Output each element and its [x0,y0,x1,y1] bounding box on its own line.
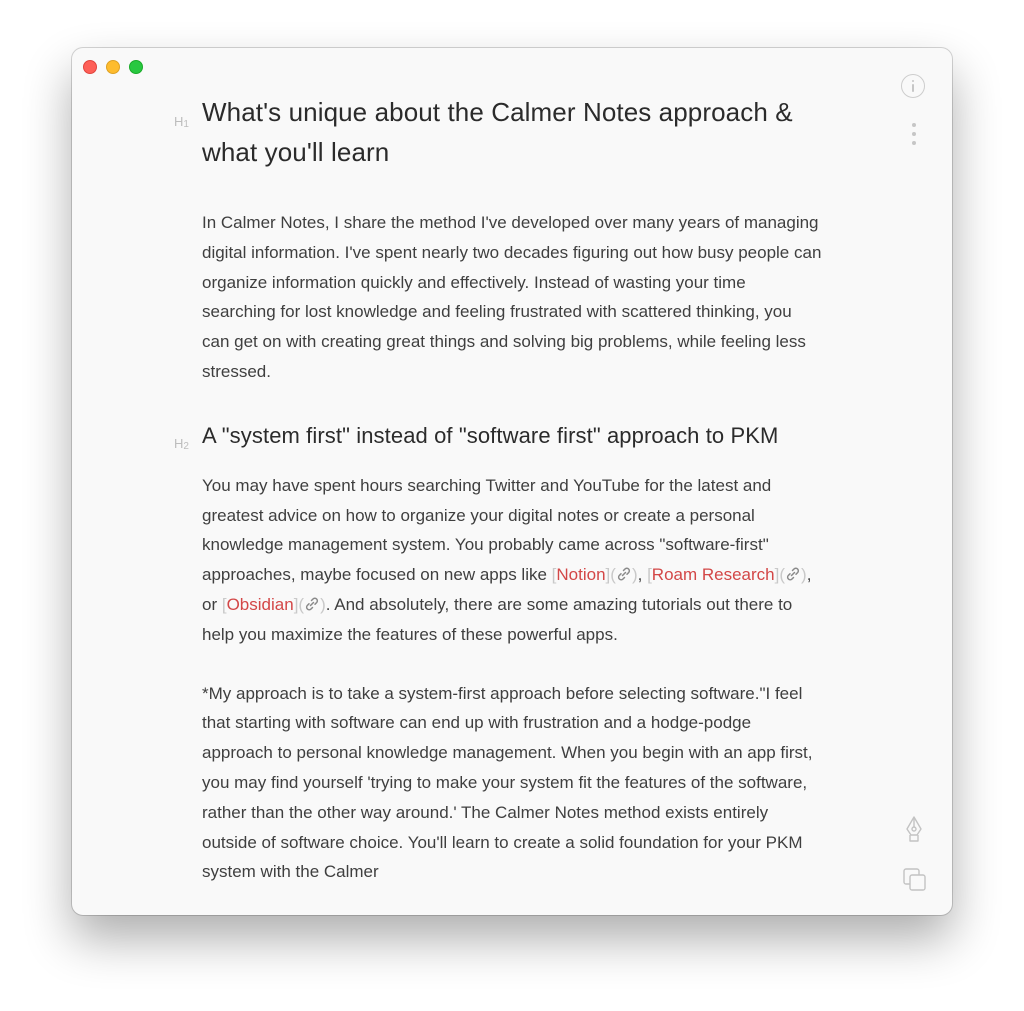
paragraph-software-first [202,471,822,650]
md-close-paren: ) [631,565,638,585]
paragraph2-text-end: . And absolutely, there are some amazing tutorials out there to help you maximize the features of these powerful apps. [202,594,793,644]
md-open-bracket: [ [221,594,227,614]
link-icon[interactable] [616,562,632,578]
close-button[interactable] [83,60,97,74]
heading-2 [174,419,822,453]
separator: , [637,565,648,585]
link-notion[interactable]: Notion [556,565,606,585]
md-close-link: ]( [605,565,616,585]
paragraph-intro: In Calmer Notes, I share the method I've developed over many years of managing digital information. I've spent nearly two decades figuring out how busy people can organize information quickly and effectively. Instead of wasting your time searching for lost knowledge and feeling frustrated with scattered thinking, you can get on with creating great things and solving big problems, while feeling less stressed. [202,213,822,381]
more-vertical-icon[interactable] [911,123,917,147]
minimize-button[interactable] [106,60,120,74]
h1-marker-level: 1 [183,119,189,130]
paragraph-system-first: *My approach is to take a system-first approach before selecting software."I feel that starting with software can end up with frustration and a hodge-podge approach to personal knowledge management. When you begin with an app first, you may find yourself 'trying to make your system fit the features of the software, rather than the other way around.' The Calmer Notes method exists entirely outside of software choice. You'll learn to create a solid foundation for your PKM system with the Calmer [202,683,813,882]
h1-marker-letter: H [174,114,184,129]
link-obsidian[interactable]: Obsidian [226,594,294,614]
md-close-link: ]( [293,594,305,614]
h2-title: A "system first" instead of "software first" approach to PKM [202,422,779,448]
md-open-bracket: [ [647,565,652,585]
zoom-button[interactable] [129,60,143,74]
window-controls [83,60,143,74]
separator: , or [202,565,812,614]
pen-icon[interactable] [902,815,926,845]
document-body[interactable] [174,92,822,887]
md-open-bracket: [ [551,565,557,585]
editor-window [72,48,952,915]
link-icon[interactable] [304,592,320,608]
h2-marker [174,427,189,463]
md-close-link: ]( [774,565,786,585]
link-icon[interactable] [785,562,801,578]
md-close-paren: ) [801,565,807,585]
h1-title: What's unique about the Calmer Notes approach & what you'll learn [202,97,793,167]
h2-marker-level: 2 [183,440,189,452]
h1-marker [174,102,189,144]
heading-1 [174,92,822,172]
md-close-paren: ) [320,594,326,614]
paragraph2-text-start: You may have spent hours searching Twitter and YouTube for the latest and greatest advice on how to organize your digital notes or create a personal knowledge management system. You probably came across "software-first" approaches, maybe focused on new apps like [202,475,772,585]
link-roam-research[interactable]: Roam Research [651,565,775,585]
info-icon[interactable] [901,74,925,98]
h2-marker-letter: H [174,435,184,451]
copy-icon[interactable] [902,867,928,893]
